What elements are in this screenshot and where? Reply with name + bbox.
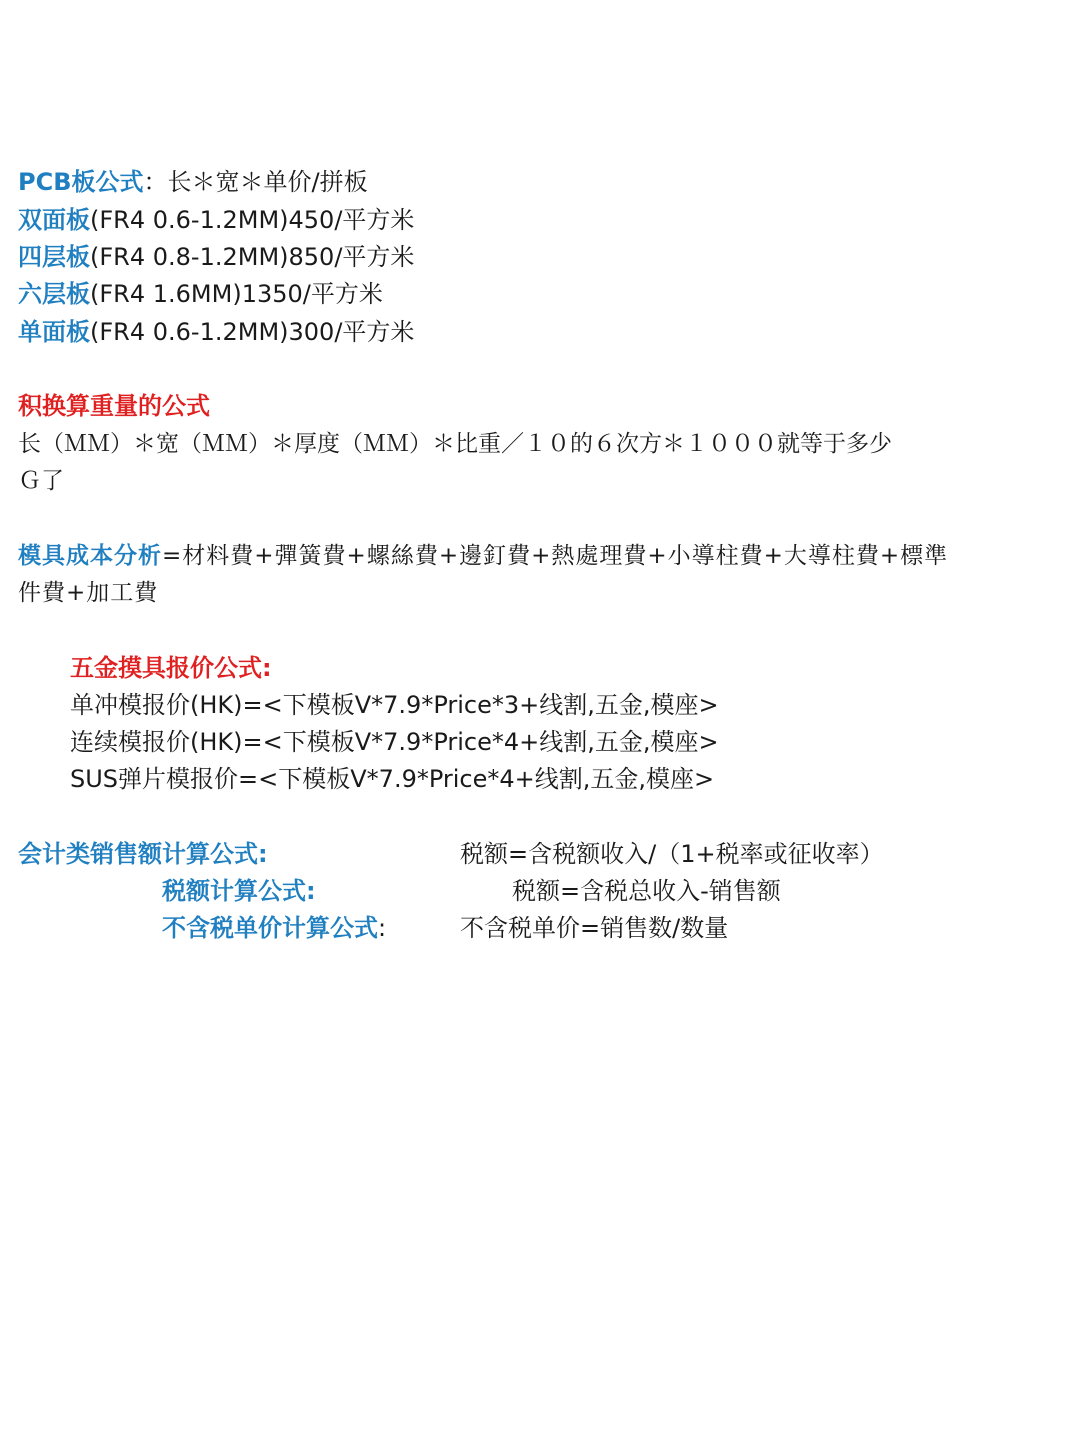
weight-formula-line2: Ｇ了 <box>18 468 64 494</box>
pcb-row-four-layer <box>18 241 414 273</box>
tax-formula-label: 税额计算公式: <box>162 877 316 905</box>
pcb-row-text: (FR4 0.6-1.2MM)300/平方米 <box>90 318 415 346</box>
pcb-title: PCB板公式 <box>18 168 144 196</box>
tax-formula: 税额=含税总收入-销售额 <box>512 877 781 905</box>
mold-cost-title: 模具成本分析 <box>18 543 162 569</box>
hardware-row-sus: SUS弹片模报价=<下模板V*7.9*Price*4+线割,五金,模座> <box>70 765 715 793</box>
pcb-row-label: 单面板 <box>18 318 90 346</box>
accounting-title: 会计类销售额计算公式: <box>18 840 268 868</box>
unit-price-formula-label-line <box>162 912 386 944</box>
pcb-row-text: (FR4 0.6-1.2MM)450/平方米 <box>90 206 415 234</box>
hardware-row-single: 单冲模报价(HK)=<下模板V*7.9*Price*3+线割,五金,模座> <box>70 691 719 719</box>
pcb-row-text: (FR4 1.6MM)1350/平方米 <box>90 280 383 308</box>
weight-title: 积换算重量的公式 <box>18 392 210 420</box>
hardware-row-progressive: 连续模报价(HK)=<下模板V*7.9*Price*4+线割,五金,模座> <box>70 728 719 756</box>
unit-price-formula-label: 不含税单价计算公式 <box>162 914 378 942</box>
pcb-row-label: 六层板 <box>18 280 90 308</box>
hardware-title: 五金摸具报价公式: <box>70 654 272 682</box>
pcb-row-single <box>18 316 414 348</box>
weight-formula-line1: 长（ＭＭ）＊宽（ＭＭ）＊厚度（ＭＭ）＊比重／１０的６次方＊１０００就等于多少 <box>18 431 892 457</box>
unit-price-formula-colon: : <box>378 914 387 942</box>
mold-cost-line1 <box>18 540 948 572</box>
pcb-row-text: (FR4 0.8-1.2MM)850/平方米 <box>90 243 415 271</box>
pcb-row-six-layer <box>18 278 383 310</box>
mold-cost-formula: =材料費+彈簧費+螺絲費+邊釘費+熱處理費+小導柱費+大導柱費+標準 <box>162 543 949 569</box>
accounting-title-formula: 税额=含税额收入/（1+税率或征收率） <box>460 840 884 868</box>
mold-cost-line2: 件費+加工費 <box>18 580 159 606</box>
pcb-row-label: 双面板 <box>18 206 90 234</box>
pcb-row-label: 四层板 <box>18 243 90 271</box>
pcb-row-double <box>18 204 414 236</box>
pcb-formula: ：长＊宽＊单价/拼板 <box>143 168 368 196</box>
pcb-formula-line <box>18 166 368 198</box>
unit-price-formula: 不含税单价=销售数/数量 <box>460 914 729 942</box>
